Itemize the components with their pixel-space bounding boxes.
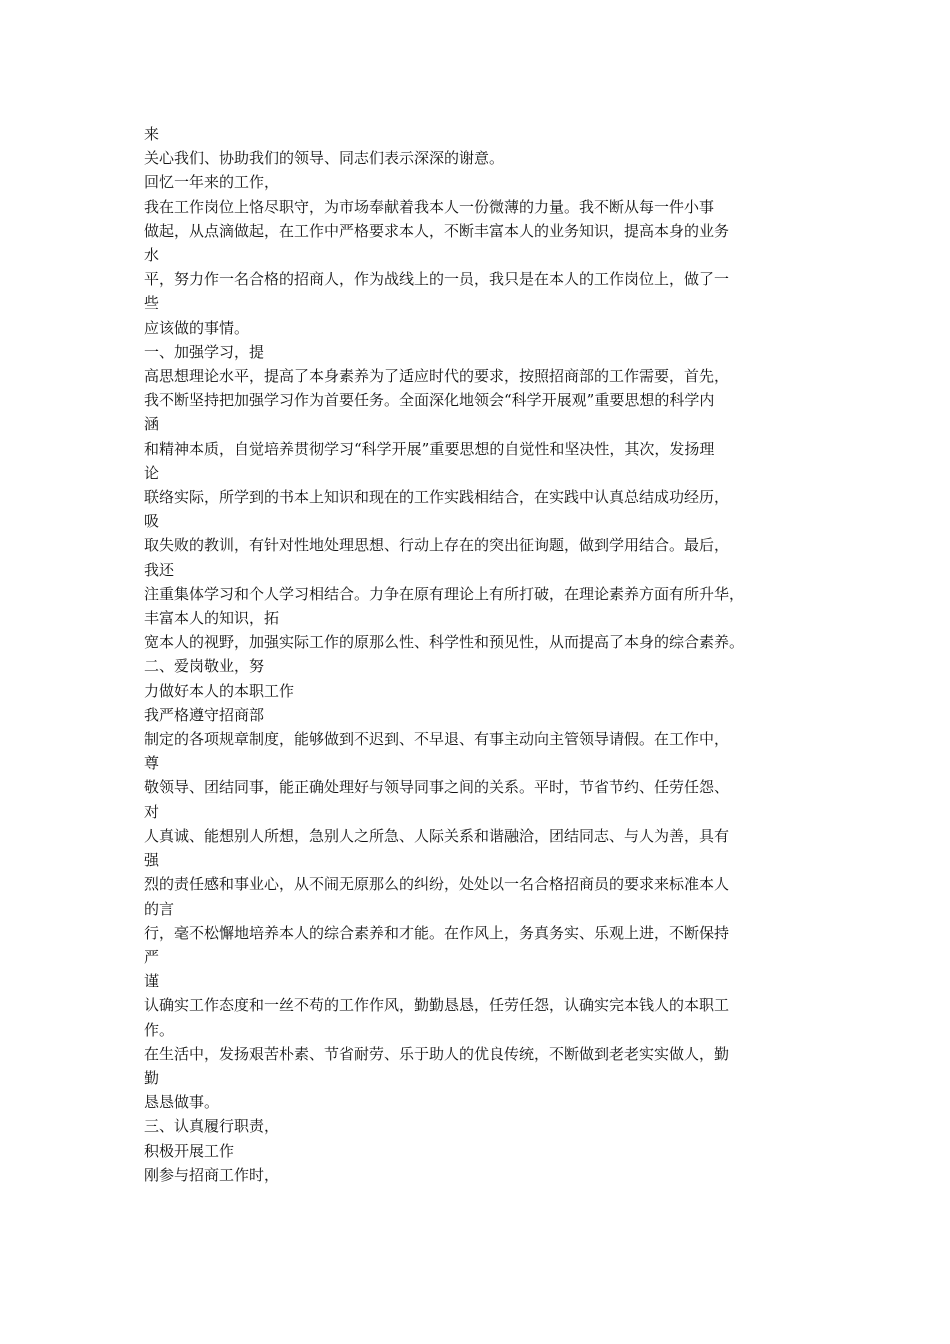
section-heading: 三、认真履行职责， — [144, 1117, 280, 1136]
text-line: 我还 — [144, 560, 175, 579]
text-line: 丰富本人的知识，拓 — [144, 609, 280, 628]
text-line: 高思想理论水平，提高了本身素养为了适应时代的要求，按照招商部的工作需要，首先， — [144, 367, 730, 386]
text-line: 恳恳做事。 — [144, 1093, 220, 1112]
text-line: 水 — [144, 246, 160, 265]
text-line: 在生活中，发扬艰苦朴素、节省耐劳、乐于助人的优良传统，不断做到老老实实做人，勤 — [144, 1044, 730, 1063]
text-line: 平，努力作一名合格的招商人，作为战线上的一员，我只是在本人的工作岗位上，做了一 — [144, 270, 730, 289]
text-line: 烈的责任感和事业心，从不闹无原那么的纠纷，处处以一名合格招商员的要求来标准本人 — [144, 875, 730, 894]
text-line: 认确实工作态度和一丝不苟的工作作风，勤勤恳恳，任劳任怨，认确实完本钱人的本职工 — [144, 996, 730, 1015]
text-line: 行，毫不松懈地培养本人的综合素养和才能。在作风上，务真务实、乐观上进，不断保持 — [144, 923, 730, 942]
text-line: 注重集体学习和个人学习相结合。力争在原有理论上有所打破，在理论素养方面有所升华， — [144, 584, 745, 603]
text-line: 我严格遵守招商部 — [144, 705, 265, 724]
text-line: 力做好本人的本职工作 — [144, 681, 295, 700]
text-line: 严 — [144, 947, 160, 966]
text-line: 我不断坚持把加强学习作为首要任务。全面深化地领会“科学开展观”重要思想的科学内 — [144, 391, 715, 410]
text-line: 涵 — [144, 415, 160, 434]
text-line: 敬领导、团结同事，能正确处理好与领导同事之间的关系。平时，节省节约、任劳任怨、 — [144, 778, 730, 797]
text-line: 关心我们、协助我们的领导、同志们表示深深的谢意。 — [144, 149, 505, 168]
text-line: 应该做的事情。 — [144, 318, 250, 337]
text-line: 勤 — [144, 1068, 160, 1087]
text-line: 对 — [144, 802, 160, 821]
text-line: 我在工作岗位上恪尽职守，为市场奉献着我本人一份微薄的力量。我不断从每一件小事 — [144, 197, 715, 216]
text-line: 的言 — [144, 899, 175, 918]
text-line: 做起，从点滴做起，在工作中严格要求本人，不断丰富本人的业务知识，提高本身的业务 — [144, 221, 730, 240]
text-line: 尊 — [144, 754, 160, 773]
body-text — [144, 122, 814, 1187]
text-line: 取失败的教训，有针对性地处理思想、行动上存在的突出征询题，做到学用结合。最后， — [144, 536, 730, 555]
text-line: 些 — [144, 294, 160, 313]
text-line: 强 — [144, 851, 160, 870]
text-line: 回忆一年来的工作， — [144, 173, 280, 192]
text-line: 来 — [144, 125, 160, 143]
text-line: 作。 — [144, 1020, 175, 1039]
text-line: 制定的各项规章制度，能够做到不迟到、不早退、有事主动向主管领导请假。在工作中， — [144, 730, 730, 749]
text-line: 宽本人的视野，加强实际工作的原那么性、科学性和预见性，从而提高了本身的综合素养。 — [144, 633, 745, 652]
text-line: 和精神本质，自觉培养贯彻学习“科学开展”重要思想的自觉性和坚决性，其次，发扬理 — [144, 439, 715, 458]
text-line: 人真诚、能想别人所想，急别人之所急、人际关系和谐融洽，团结同志、与人为善，具有 — [144, 826, 730, 845]
section-heading: 二、爱岗敬业，努 — [144, 657, 265, 676]
text-line: 谨 — [144, 972, 160, 991]
text-line: 积极开展工作 — [144, 1141, 235, 1160]
text-line: 刚参与招商工作时， — [144, 1165, 280, 1184]
text-line: 论 — [144, 463, 160, 482]
section-heading: 一、加强学习，提 — [144, 342, 265, 361]
text-line: 联络实际，所学到的书本上知识和现在的工作实践相结合，在实践中认真总结成功经历， — [144, 488, 730, 507]
text-line: 吸 — [144, 512, 160, 531]
